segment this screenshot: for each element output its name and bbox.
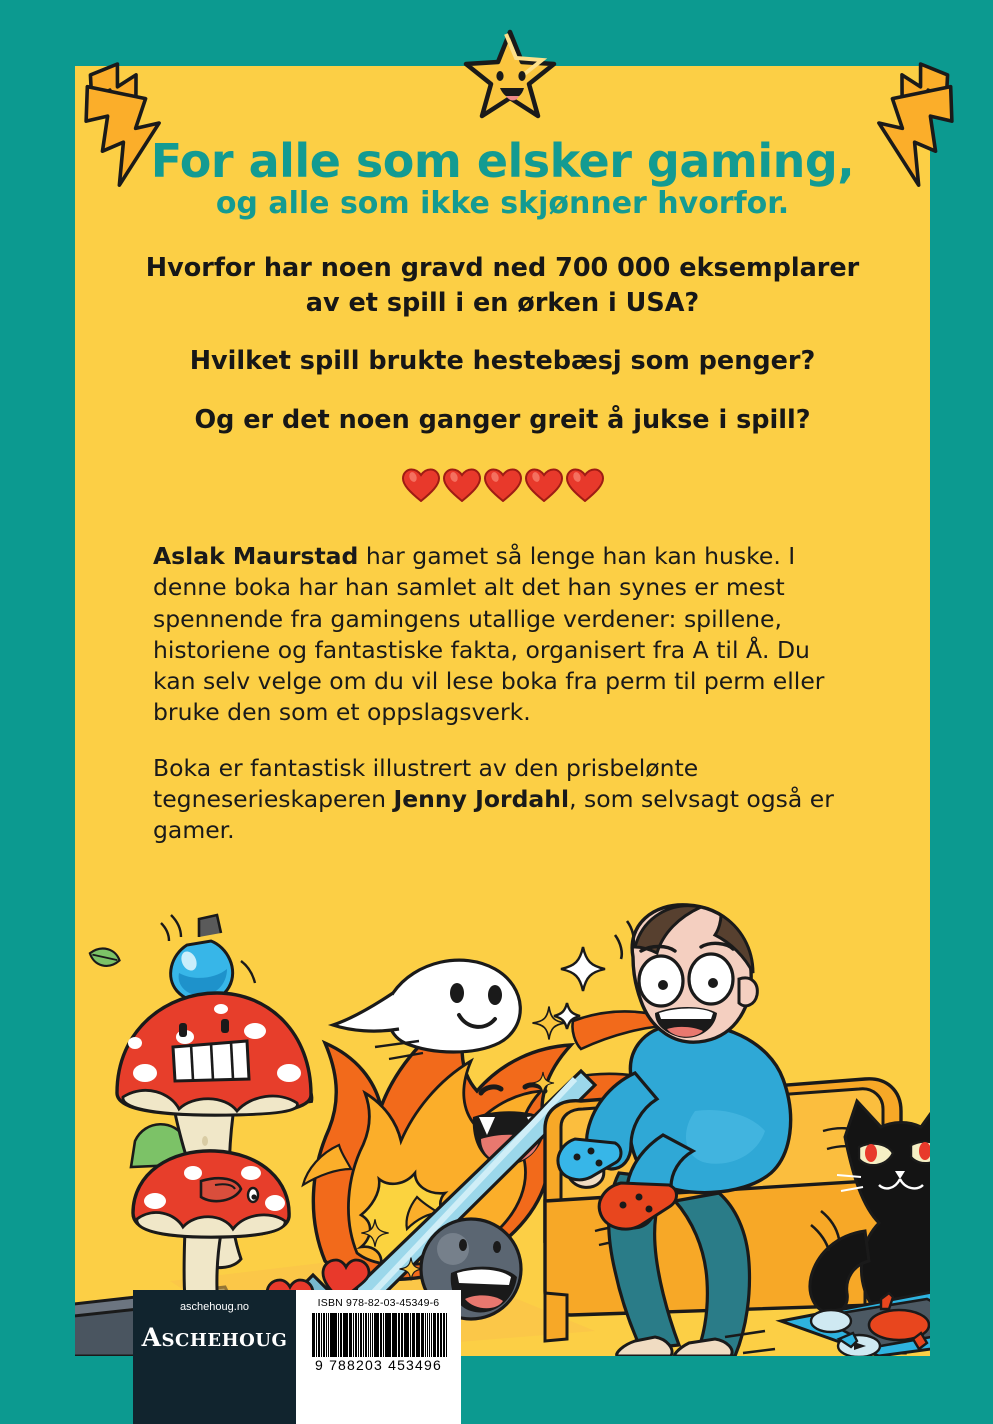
publisher-block	[133, 1290, 296, 1424]
blurb-paragraph-1-rest: har gamet så lenge han kan huske. I denne boka har han samlet alt det han synes er mest spennende fra gamingens utallige verdener: spillene, historiene og fantastiske fakta, organisert fra A til Å. Du kan selv velge om du vil lese boka fra perm til perm eller bruke den som et oppslagsverk.	[153, 542, 825, 727]
blurb-text	[153, 541, 853, 846]
ghost-icon	[333, 960, 520, 1059]
lightning-bolt-icon	[850, 44, 960, 194]
ean-digits: 9 788203 453496	[315, 1357, 442, 1373]
barcode-bars	[312, 1313, 448, 1357]
question-item: Og er det noen ganger greit å jukse i spill?	[194, 404, 811, 435]
question-item: Hvilket spill brukte hestebæsj som penger?	[189, 346, 816, 377]
sparkle-icon	[533, 1007, 566, 1040]
isbn-label: ISBN 978-82-03-45349-6	[317, 1297, 440, 1309]
heart-icon	[525, 468, 563, 502]
blurb-paragraph-2-post: , som selvsagt også er gamer.	[153, 784, 834, 844]
question-list	[130, 251, 875, 438]
cover-illustration	[75, 901, 930, 1356]
potion-flask-icon	[161, 915, 255, 1002]
blurb-paragraph-illustrator	[153, 753, 853, 847]
publisher-website[interactable]: aschehoug.no	[179, 1301, 250, 1313]
publisher-logo: Aschehoug	[141, 1323, 288, 1352]
yellow-content-panel	[75, 66, 930, 1356]
heart-icon	[484, 468, 522, 502]
page-title: For alle som elsker gaming,	[150, 134, 855, 188]
heart-icon	[566, 468, 604, 502]
blurb-paragraph-2-pre: Boka er fantastisk illustrert av den prisbelønte tegneserieskaperen	[153, 753, 699, 813]
blurb-paragraph-author	[153, 541, 853, 729]
leaf-icon	[89, 944, 120, 970]
heart-divider	[75, 468, 930, 502]
illustrator-name: Jenny Jordahl	[393, 784, 570, 813]
barcode-block	[296, 1290, 461, 1424]
smiling-star-icon	[462, 28, 558, 125]
heart-icon	[402, 468, 440, 502]
question-item: Hvorfor har noen gravd ned 700 000 eksemplarer av et spill i en ørken i USA?	[145, 253, 860, 319]
page-subtitle: og alle som ikke skjønner hvorfor.	[215, 186, 790, 221]
heart-icon	[443, 468, 481, 502]
dance-pad-button-circle	[811, 1310, 851, 1332]
author-name: Aslak Maurstad	[153, 542, 359, 570]
lightning-bolt-icon	[78, 44, 188, 194]
